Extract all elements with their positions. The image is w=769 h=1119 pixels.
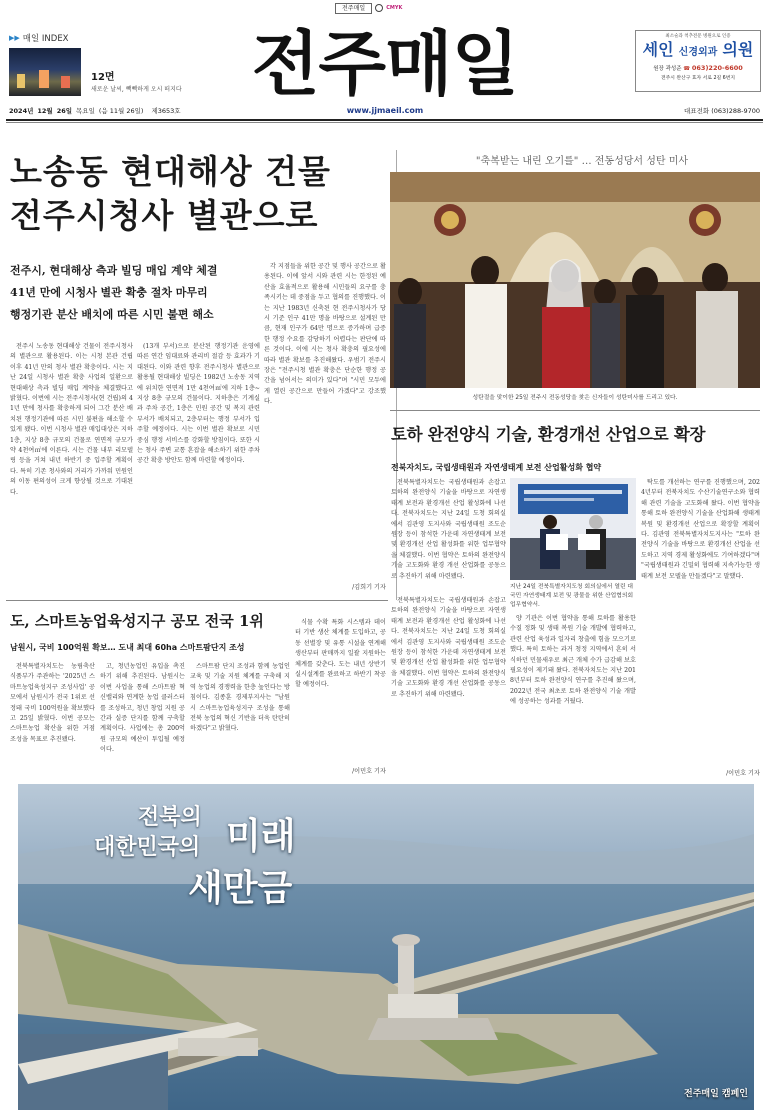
story2-column-1: 전북특별자치도는 국립생태원과 손잡고 토하의 완전양식 기술을 바탕으로 자연생태계 보전과 환경개선 산업 활성화에 나선다. 전북자치도는 지난 24일 도청 회의실에서 김관영 도지사와 국립생태원 조도순 원장 등이 참석한 가운데 자연생태계 보전 및 환경개선 산업 활성화를 위한 업무협약을 체결했다. 이번 협약은 토하의 완전양식 기술 고도화와 환경 개선 산업화를 공동으로 추진하기 위해 마련됐다. [391, 479, 506, 580]
masthead-url[interactable]: www.jjmaeil.com [346, 106, 424, 115]
ad-box[interactable] [635, 30, 761, 92]
date-line: 2024년 12월 26일 목요일 (음 11월 26일) 제3653호 [9, 107, 181, 115]
story2-column-1b: 전북특별자치도는 국립생태원과 손잡고 토하의 완전양식 기술을 바탕으로 자연생태계 보전과 환경개선 산업 활성화에 나선다. 전북자치도는 지난 24일 도청 회의실에서 김관영 도지사와 국립생태원 조도순 원장 등이 참석한 가운데 자연생태계 보전 및 환경개선 산업 활성화를 위한 업무협약을 체결했다. 이번 협약은 토하의 완전양식 기술 고도화와 환경 개선 산업화를 공동으로 추진하기 위해 마련됐다. [391, 597, 506, 698]
church-scene-illustration [390, 172, 760, 388]
story2-subhead: 전북자치도, 국립생태원과 자연생태계 보전 산업활성화 협약 [391, 463, 602, 472]
stamp-box: 전주매일 [335, 3, 372, 14]
lead-subhead-1: 전주시, 현대해상 측과 빌딩 매입 계약 체결 [10, 264, 218, 277]
masthead-rule-thin [6, 122, 763, 123]
phone-icon: ☎ [683, 66, 691, 72]
ad-address: 전주시 완산구 효자 서로 2길 6번지 [661, 76, 735, 81]
story2-byline: /이민호 기자 [726, 770, 760, 777]
cmyk-label: CMYK [386, 5, 403, 11]
story3-byline: /이민호 기자 [352, 768, 386, 775]
saemangeum-campaign-banner [18, 784, 754, 1110]
masthead-rule [6, 119, 763, 121]
lead-column-2: (13개 부서)으로 분산된 행정기관 운영에 따른 연간 임대료와 관리비 절감 등 효과가 기대된다. 이와 관련 향후 전주시청사 별관으로 활용될 현대해상 빌딩은 1982년 노송동 지역에 위치한 연면적 1만 4천여㎡에 지하 1층~지상 8층 규모의 건물이다. 지하층은 기계실과 주차 공간, 1층은 민원 공간 및 복지 관련 부서가 배치되고, 2층부터는 행정 부서가 입주할 예정이다. 시는 이번 별관 확보로 시민 중심 행정 서비스를 강화할 방침이다. 또한 시는 청사 주변 교통 혼잡을 해소하기 위한 주차 공간 확충 방안도 함께 마련할 예정이다. [137, 343, 260, 465]
lead-byline: /김희기 기자 [352, 584, 386, 591]
story3-subhead: 남원시, 국비 100억원 확보… 도내 최대 60ha 스마트팜단지 조성 [10, 643, 245, 652]
story3-column-4: 식물 수확 특화 시스템과 데이터 기반 생산 체계를 도입하고, 공동 선별장 및 유통 시설을 연계해 생산부터 판매까지 일괄 지원하는 체계를 갖춘다. 도는 내년 상반기 실시설계를 완료하고 하반기 착공할 예정이다. [295, 619, 386, 689]
agreement-signing-illustration [510, 478, 636, 580]
index-arrow-icon: ▶▶ [9, 34, 20, 42]
masthead-phone: 대표전화 (063)288-9700 [684, 107, 760, 115]
lead-subhead-2: 41년 만에 시청사 별관 확충 절차 마무리 [10, 286, 208, 299]
story3-top-rule [6, 600, 388, 601]
story3-column-1: 전북특별자치도는 농림축산식품부가 주관하는 '2025년 스마트농업육성지구 조성사업' 공모에서 남원시가 전국 1위로 선정돼 국비 100억원을 확보했다고 25일 밝혔다. 이번 공모는 스마트농업 확산을 위한 거점 조성을 목표로 추진됐다. [10, 663, 95, 743]
photo-cathedral-caption: 성탄절을 맞이한 25일 전주시 전동성당을 찾은 신자들이 성탄미사를 드리고 있다. [472, 395, 678, 401]
lead-column-3: 각 지점들을 위한 공간 및 행사 공간으로 활용된다. 이에 앞서 시와 관련 시는 한정된 예산을 효율적으로 활용해 시민들의 요구를 충족시키는 데 중점을 두고 협의를 진행했다. 이는 지난 1983년 신축된 현 전주시청사가 당시 기준 인구 41만 명을 바탕으로 설계된 만큼, 현재 인구가 64만 명으로 증가하며 급증한 행정 수요를 감당하기 어렵다는 판단에 따른 것이다. 이에 시는 청사 확충의 필요성에 따라 별관 확보를 추진해왔다. 우범기 전주시장은 "전주시청 별관 확충은 단순한 행정 공간을 넘어서는 의미가 있다"며 "시민 모두에게 열린 공간으로 만들어 가겠다"고 강조했다. [264, 263, 386, 406]
lead-headline-1: 노송동 현대해상 건물 [10, 152, 331, 191]
story3-headline: 도, 스마트농업육성지구 공모 전국 1위 [10, 612, 264, 630]
photo-story-heading: "축복받는 내린 오기를" … 전동성당서 성탄 미사 [475, 156, 689, 167]
banner-sponsor: 전주매일 캠페인 [684, 1089, 748, 1099]
story3-column-3: 스마트팜 단지 조성과 함께 농업인 교육 및 기술 지원 체계를 구축해 지역 농업의 경쟁력을 한층 높인다는 방침이다. 김종훈 경제부지사는 "남원시 스마트농업육성지구 조성을 통해 전북 농업의 혁신 기반을 더욱 탄탄히 하겠다"고 밝혔다. [190, 663, 290, 733]
ad-tagline: 최소술과 척추전문 병원으로 인증 [665, 34, 731, 39]
story2-photo [510, 478, 636, 580]
top-stamp [335, 2, 433, 14]
index-label: ▶▶ 매일 INDEX [9, 34, 69, 44]
lead-headline-2: 전주시청사 별관으로 [10, 196, 319, 235]
photo-cathedral-mass [390, 172, 760, 388]
ad-director-phone: 원장 곽성준 ☎ 063)220-6600 [653, 64, 743, 72]
story2-column-2: 양 기관은 이번 협약을 통해 토하를 활용한 수질 정화 및 생태 복원 기술 개발에 협력하고, 관련 산업 육성과 일자리 창출에 힘을 모으기로 했다. 특히 토하는 과거 청정 지역에서 흔히 서식하던 민물새우로 최근 개체 수가 급감해 보호 필요성이 제기돼 왔다. 전북자치도는 지난 2018년부터 토하 완전양식 연구를 추진해 왔으며, 2022년 전국 최초로 토하 완전양식 기술 개발에 성공하는 성과를 거뒀다. [510, 615, 636, 706]
index-desc: 새로운 날씨, 빽빽하게 오시 떠지다 [91, 86, 182, 93]
lead-subhead-3: 행정기관 분산 배치에 따른 시민 불편 해소 [10, 308, 214, 321]
ad-name: 세인 신경외과 의원 [642, 40, 754, 59]
story3-column-2: 고, 청년농업인 유입을 촉진하기 위해 추진된다. 남원시는 이번 사업을 통해 스마트팜 혁신밸리와 연계한 농업 클러스터를 조성하고, 청년 창업 지원 공간과 실증 단지를 함께 구축할 계획이다. 사업에는 총 200억원 규모의 예산이 투입될 예정이다. [100, 663, 185, 754]
banner-word-2: 새만금 [188, 868, 293, 909]
banner-line-1: 전북의 [138, 804, 202, 830]
banner-word-1: 미래 [226, 816, 296, 857]
index-thumbnail [9, 48, 81, 96]
story2-photo-caption: 지난 24일 전북특별자치도청 회의실에서 열린 대국민 자연생태계 보전 및 광물을 위한 산업협의회 업무협약서. [510, 584, 634, 608]
index-page-count: 12면 [91, 72, 115, 83]
photo-story-rule [390, 410, 760, 411]
masthead-title: 전주매일 [251, 23, 519, 105]
story2-column-3: 탁도를 개선하는 연구를 진행했으며, 2024년부터 전북자치도 수산기술연구소와 협력해 관련 기술을 고도화해 왔다. 이번 협약을 통해 토하 완전양식 기술을 산업화해 생태계 복원 및 환경개선 산업으로 확장할 계획이다. 김관영 전북특별자치도지사는 "토하 완전양식 기술을 바탕으로 환경개선 산업을 선도하고 지역 경제 활성화에도 기여하겠다"며 "국립생태원과 긴밀히 협력해 지속가능한 생태계 보전 모델을 만들겠다"고 말했다. [641, 479, 760, 580]
story2-headline: 토하 완전양식 기술, 환경개선 산업으로 확장 [391, 425, 706, 444]
registration-mark-icon [375, 4, 383, 12]
lead-column-1: 전주시 노송동 현대해상 건물이 전주시청사의 별관으로 활용된다. 이는 시청 본관 건립 이후 41년 만의 청사 별관 확충이다. 시는 지난 24일 시청사 별관 확충 사업의 일환으로 현대해상 측과 빌딩 매입 계약을 체결했다고 밝혔다. 이번에 시는 전주시청사(현 건립)의 41년 만에 청사를 확충하게 되어 그간 분산 배치된 행정기관에 따른 시민 불편을 해소할 수 있게 됐다. 이번 시청사 별관 매입대상은 지하 1층, 지상 8층 규모의 건물로 연면적 규모가 약 4천여㎡에 이른다. 시는 건물 내부 리모델링 등을 거쳐 내년 하반기 중 입주할 계획이다. 특히 기존 청사와의 거리가 가까워 민원인의 이동 편의성이 크게 향상될 것으로 기대된다. [10, 343, 133, 496]
banner-line-2: 대한민국의 [94, 834, 201, 860]
